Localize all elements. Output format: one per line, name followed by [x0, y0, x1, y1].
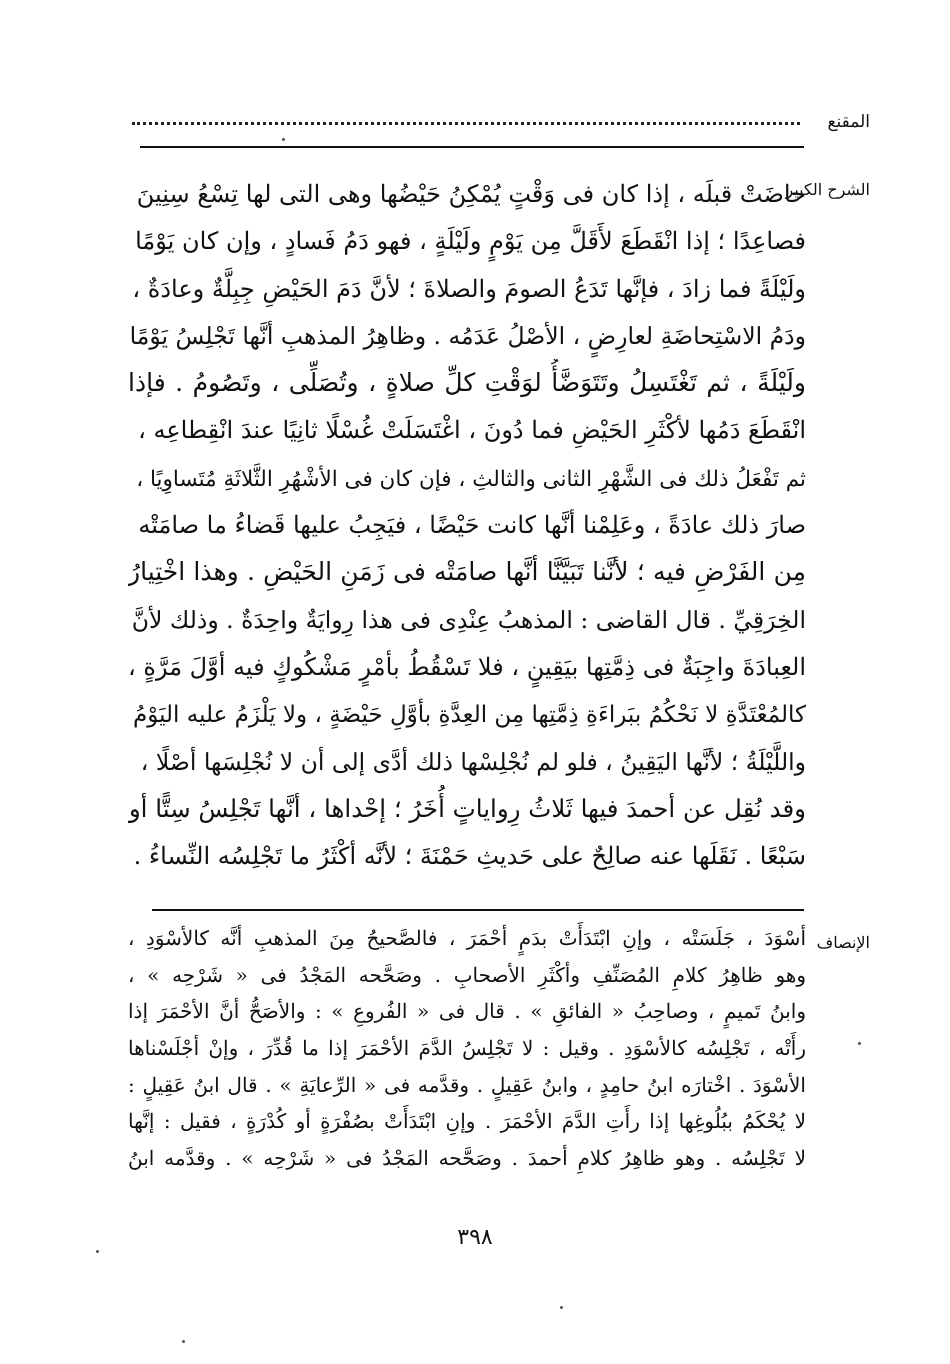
text-line: العِبادَةَ واجِبَةٌ فى ذِمَّتِها بيَقِينٍ ، فلا تَسْقُطُ بأمْرٍ مَشْكُوكٍ فيه أوَّلَ مَرَّةٍ ، — [128, 652, 806, 681]
text-line: كالمُعْتَدَّةِ لا نَحْكُمُ ببَراءَةِ ذِمَّتِها مِن العِدَّةِ بأوَّلِ حَيْضَةٍ ، ولا يَلْزَمُ عليه اليَوْمُ — [132, 702, 806, 729]
sharh-section-label: الشرح الكبير — [785, 180, 870, 199]
text-line: أسْوَدَ ، جَلَسَتْه ، وإنِ ابْتَدَأَتْ بدَمٍ أحْمَرَ ، فالصَّحيحُ مِنَ المذهبِ أنَّه كالأسْوَدِ ، — [128, 926, 806, 950]
scan-speck — [560, 1306, 563, 1309]
text-line: حاضَتْ قبلَه ، إذا كان فى وَقْتٍ يُمْكِنُ حَيْضُها وهى التى لها تِسْعُ سِنِينَ — [136, 180, 806, 208]
text-line: وقد نُقِل عن أحمدَ فيها ثَلاثُ رِواياتٍ أُخَرُ ؛ إحْداها ، أنَّها تَجْلِسُ سِتًّا أو — [128, 793, 806, 823]
scan-speck — [858, 1042, 861, 1045]
text-line: واللَّيْلَةُ ؛ لأنَّها اليَقِينُ ، فلو لم نُجْلِسْها ذلك أدَّى إلى أن لا نُجْلِسَها أصْلًا ، — [140, 747, 806, 776]
insaf-section-label: الإنصاف — [816, 933, 870, 952]
text-line: صارَ ذلك عادَةً ، وعَلِمْنا أنَّها كانت حَيْضًا ، فيَجِبُ عليها قَضاءُ ما صامَتْه — [138, 511, 806, 540]
text-line: وهو ظاهِرُ كلامِ المُصَنِّفِ وأكْثَرِ الأصحابِ . وصَحَّحه المَجْدُ فى « شَرْحِه » ، — [128, 962, 806, 987]
text-line: ثم تَفْعَلُ ذلك فى الشَّهْرِ الثانى والثالثِ ، فإن كان فى الأشْهُرِ الثَّلاثَةِ مُتَساوِيًا ، — [136, 466, 806, 492]
section-divider — [152, 909, 804, 911]
text-line: فصاعِدًا ؛ إذا انْقَطَعَ لأَقَلَّ مِن يَوْمٍ ولَيْلَةٍ ، فهو دَمُ فَسادٍ ، وإن كان يَوْمًا — [135, 227, 806, 256]
scan-speck — [96, 1250, 99, 1253]
text-line: انْقَطَعَ دَمُها لأكْثَرِ الحَيْضِ فما دُونَ ، اغْتَسَلَتْ غُسْلًا ثانِيًا عندَ انْقِطاعِه ، — [138, 416, 806, 445]
text-line: ودَمُ الاسْتِحاضَةِ لعارِضٍ ، الأصْلُ عَدَمُه . وظاهِرُ المذهبِ أنَّها تَجْلِسُ يَوْمًا — [129, 321, 806, 350]
running-header-title: المقنع — [827, 112, 870, 132]
text-line: وابنُ تَميمٍ ، وصاحِبُ « الفائقِ » . قال فى « الفُروعِ » : والأصَحُّ أنَّ الأحْمَرَ إذا — [128, 999, 806, 1024]
text-line: الخِرَقِيِّ . قال القاضى : المذهبُ عِنْدِى فى هذا رِوايَةٌ واحِدَةٌ . وذلك لأنَّ — [131, 605, 806, 634]
sharh-text-block — [128, 170, 806, 879]
text-line: مِن الفَرْضِ فيه ؛ لأنَّنا تَبَيَّنَّا أنَّها صامَتْه فى زَمَنِ الحَيْضِ . وهذا اخْتِيارُ — [128, 557, 806, 587]
text-line: لا تَجْلِسُه . وهو ظاهِرُ كلامِ أحمدَ . وصَحَّحه المَجْدُ فى « شَرْحِه » . وقدَّمه ابنُ — [128, 1146, 806, 1171]
page-number: ٣٩٨ — [457, 1225, 493, 1250]
text-line: سَبْعًا . نَقَلَها عنه صالِحٌ على حَديثِ حَمْنَةَ ؛ لأنَّه أكْثَرُ ما تَجْلِسُه النِّساءُ . — [133, 842, 806, 871]
scan-speck — [182, 1340, 185, 1343]
header-rule — [140, 146, 804, 148]
text-line: لا يُحْكَمُ ببُلُوغِها إذا رأَتِ الدَّمَ الأحْمَرَ . وإنِ ابْتَدَأَتْ بصُفْرَةٍ أو كُدْرَةٍ ، فقيل : إنَّها — [128, 1109, 806, 1134]
text-line: رأَتْه ، تَجْلِسُه كالأسْوَدِ . وقيل : لا تَجْلِسُ الدَّمَ الأحْمَرَ إذا ما قُدِّرَ ، وإنْ أجْلَسْناها — [128, 1036, 806, 1061]
text-line: الأسْوَدَ . اخْتارَه ابنُ حامِدٍ ، وابنُ عَقِيلٍ . وقدَّمه فى « الرِّعايَةِ » . قال ابنُ عَقِيلٍ : — [128, 1072, 806, 1097]
scan-speck — [282, 138, 285, 141]
text-line: ولَيْلَةً ، ثم تَغْتَسِلُ وتَتَوَضَّأُ لوَقْتِ كلِّ صلاةٍ ، وتُصَلِّى ، وتَصُومُ . فإذا — [128, 368, 806, 398]
header-dotted-line — [132, 116, 800, 125]
insaf-text-block — [128, 920, 806, 1177]
text-line: ولَيْلَةً فما زادَ ، فإنَّها تَدَعُ الصومَ والصلاةَ ؛ لأنَّ دَمَ الحَيْضِ جِبِلَّةٌ وعادَةٌ ، — [132, 274, 806, 303]
